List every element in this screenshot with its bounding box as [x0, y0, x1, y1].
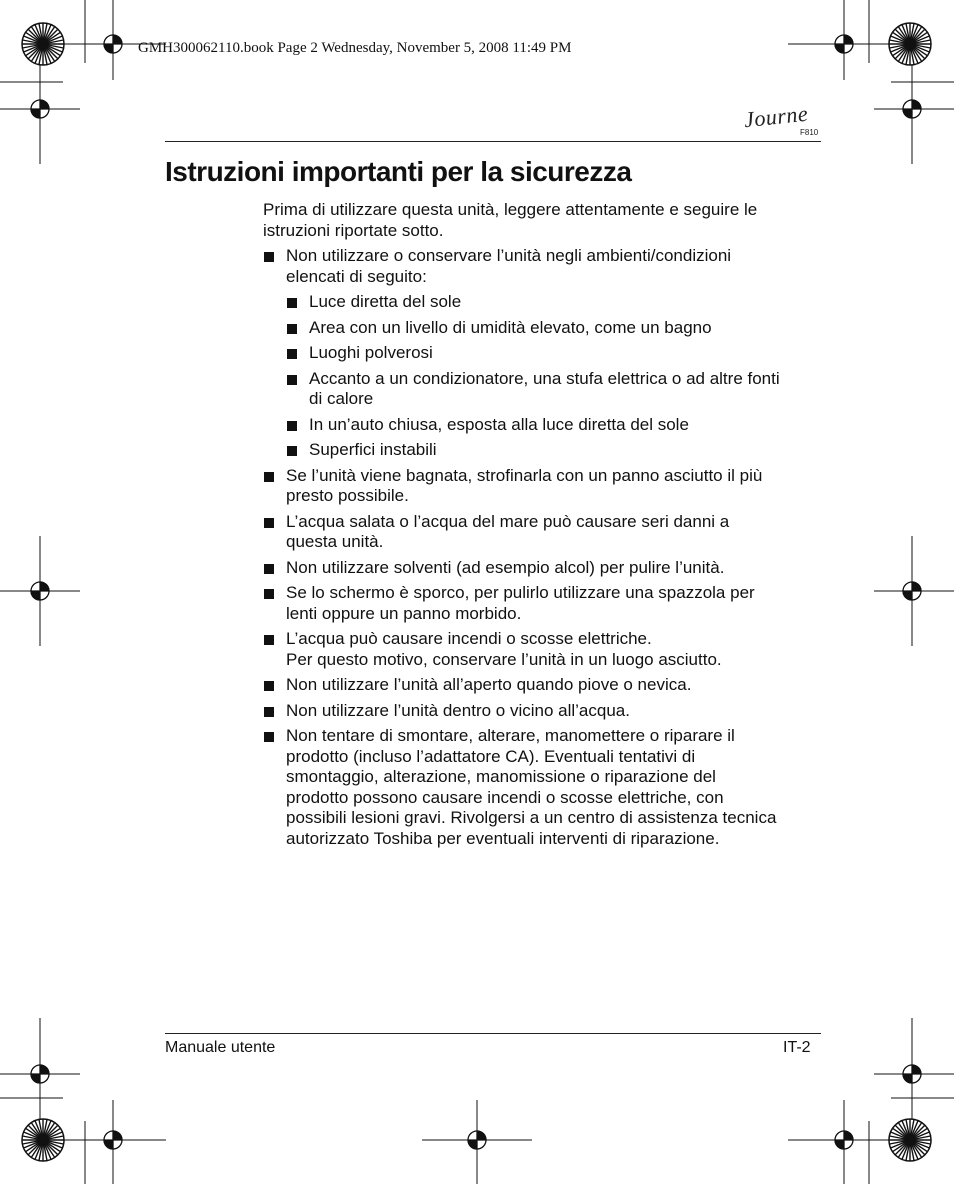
list-item — [263, 512, 823, 553]
footer-rule — [165, 1033, 821, 1034]
item-line: possibili lesioni gravi. Rivolgersi a un centro di assistenza tecnica — [286, 808, 777, 827]
intro-paragraph — [263, 200, 823, 241]
item-line: autorizzato Toshiba per eventuali interventi di riparazione. — [286, 828, 720, 848]
square-bullet-icon — [287, 349, 297, 359]
item-line: Non utilizzare l’unità all’aperto quando piove o nevica. — [286, 675, 692, 694]
square-bullet-icon — [264, 564, 274, 574]
square-bullet-icon — [264, 732, 274, 742]
conditions-sublist — [286, 292, 823, 461]
item-line: di calore — [309, 389, 374, 408]
square-bullet-icon — [264, 252, 274, 262]
item-line: Se lo schermo è sporco, per pulirlo utilizzare una spazzola per — [286, 583, 755, 602]
item-line: Per questo motivo, conservare l’unità in un luogo asciutto. — [286, 649, 722, 669]
list-item — [263, 583, 823, 624]
list-item — [263, 558, 823, 579]
item-line: L’acqua può causare incendi o scosse elettriche. — [286, 629, 652, 648]
item-line: prodotto possono causare incendi o scosse elettriche, con — [286, 787, 724, 807]
item-line: presto possibile. — [286, 486, 409, 505]
sublist-item — [286, 343, 823, 364]
model-code: F810 — [800, 128, 819, 137]
item-line: Non tentare di smontare, alterare, manomettere o riparare il — [286, 726, 735, 745]
item-line: Superfici instabili — [309, 440, 437, 459]
print-info-slug: GMH300062110.book Page 2 Wednesday, November 5, 2008 11:49 PM — [138, 40, 572, 56]
intro-line: istruzioni riportate sotto. — [263, 220, 444, 240]
item-line: Luce diretta del sole — [309, 292, 462, 311]
page-content — [263, 200, 823, 854]
square-bullet-icon — [264, 589, 274, 599]
square-bullet-icon — [287, 446, 297, 456]
sublist-item — [286, 440, 823, 461]
header-rule — [165, 141, 821, 142]
intro-line: Prima di utilizzare questa unità, leggere attentamente e seguire le — [263, 200, 758, 219]
square-bullet-icon — [264, 635, 274, 645]
list-item — [263, 726, 823, 849]
brand-logo: Journe — [742, 100, 810, 133]
item-line: L’acqua salata o l’acqua del mare può causare seri danni a — [286, 511, 730, 531]
sublist-item — [286, 292, 823, 313]
sublist-item — [286, 369, 823, 410]
sublist-item — [286, 318, 823, 339]
footer-manual-name: Manuale utente — [165, 1039, 276, 1056]
square-bullet-icon — [264, 518, 274, 528]
square-bullet-icon — [264, 681, 274, 691]
item-line: smontaggio, alterazione, manomissione o riparazione del — [286, 767, 716, 786]
square-bullet-icon — [287, 324, 297, 334]
square-bullet-icon — [287, 421, 297, 431]
item-line: Accanto a un condizionatore, una stufa elettrica o ad altre fonti — [309, 368, 780, 388]
item-line: elencati di seguito: — [286, 266, 427, 286]
item-line: In un’auto chiusa, esposta alla luce diretta del sole — [309, 414, 689, 434]
square-bullet-icon — [264, 472, 274, 482]
item-line: Non utilizzare solventi (ad esempio alcol) per pulire l’unità. — [286, 557, 725, 577]
item-line: lenti oppure un panno morbido. — [286, 603, 522, 623]
list-item — [263, 701, 823, 722]
item-line: Non utilizzare o conservare l’unità negli ambienti/condizioni — [286, 246, 732, 265]
list-item — [263, 466, 823, 507]
item-line: Se l’unità viene bagnata, strofinarla con un panno asciutto il più — [286, 465, 763, 485]
square-bullet-icon — [264, 707, 274, 717]
item-line: questa unità. — [286, 532, 384, 551]
item-line: prodotto (incluso l’adattatore CA). Eventuali tentativi di — [286, 746, 696, 766]
list-item — [263, 629, 823, 670]
safety-list — [263, 246, 823, 849]
page-title: Istruzioni importanti per la sicurezza — [165, 156, 632, 187]
item-line: Luoghi polverosi — [309, 343, 433, 362]
sublist-item — [286, 415, 823, 436]
page-number: IT-2 — [783, 1039, 811, 1056]
item-line: Area con un livello di umidità elevato, come un bagno — [309, 317, 712, 337]
list-item — [263, 246, 823, 461]
square-bullet-icon — [287, 375, 297, 385]
item-line: Non utilizzare l’unità dentro o vicino all’acqua. — [286, 700, 630, 720]
list-item — [263, 675, 823, 696]
square-bullet-icon — [287, 298, 297, 308]
